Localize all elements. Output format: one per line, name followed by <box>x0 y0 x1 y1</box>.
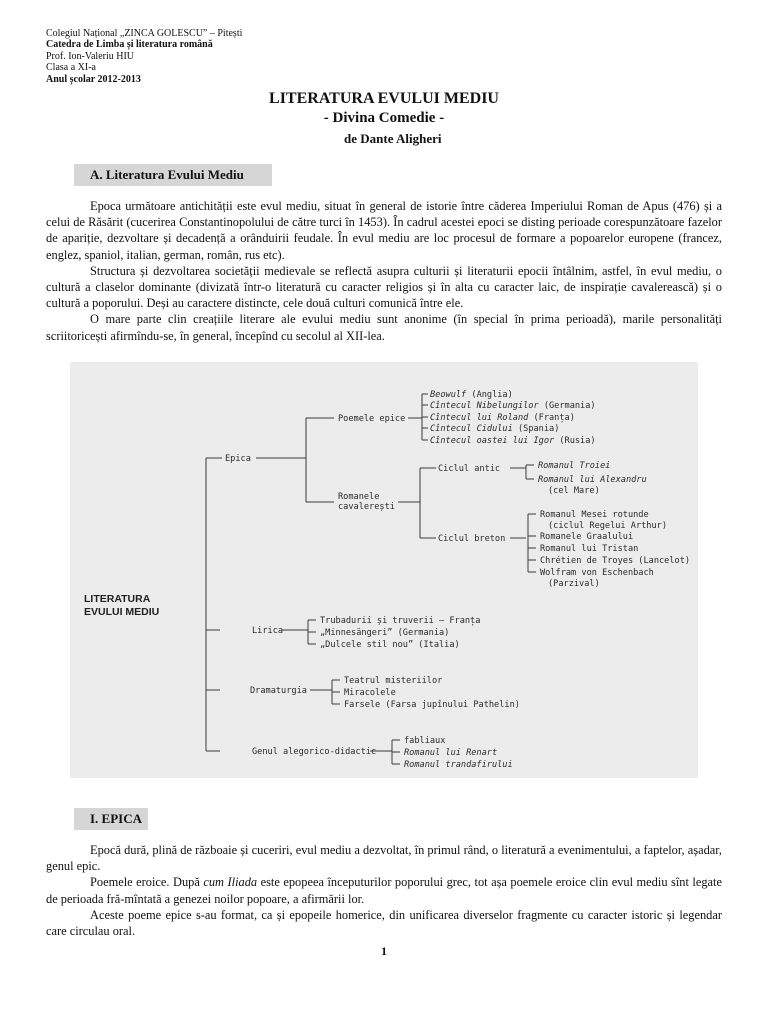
svg-text:Beowulf (Anglia) <box>430 390 513 400</box>
diagram-root-line2: EVULUI MEDIU <box>84 606 160 618</box>
drama-item: Farsele (Farsa jupînului Pathelin) <box>344 700 520 710</box>
paragraph: O mare parte clin creațiile literare ale evului mediu sunt anonime (în special în prima perioadă), marile personalități scriitoricești afirmîndu-se, în general, începînd cu secolul al XII-lea. <box>46 312 722 343</box>
lirica-item: „Minnesängeri” (Germania) <box>320 628 450 638</box>
poem-title: Cîntecul lui Roland <box>430 413 529 423</box>
diagram-epica: Epica <box>225 454 251 464</box>
class-level: Clasa a XI-a <box>46 62 96 74</box>
diagram-lirica: Lirica <box>252 626 284 636</box>
page-title: LITERATURA EVULUI MEDIU <box>269 90 499 107</box>
svg-text:Cîntecul oastei lui Igor (Rusi <box>430 436 596 446</box>
section-epica-body <box>46 842 722 939</box>
genul-item: Romanul trandafirului <box>404 760 513 770</box>
diagram-ciclul-antic: Ciclul antic <box>438 464 501 474</box>
breton-item: Romanul Mesei rotunde <box>540 510 649 520</box>
svg-text:Cîntecul Nibelungilor (Germani <box>430 401 596 411</box>
department: Catedra de Limba și literatura română <box>46 39 213 51</box>
diagram-romanele-line2: cavalerești <box>338 502 395 512</box>
breton-item: Wolfram von Eschenbach <box>540 568 654 578</box>
poem-title: Cîntecul Cidului <box>430 424 513 434</box>
breton-item: (Parzival) <box>548 579 600 589</box>
paragraph: Poemele eroice. După cum Iliada este epopeea începuturilor poporului grec, tot așa poemele eroice clin evul mediu sînt legate de perioada fră-mîntată a genezei noilor popoare, a afirmării lor. <box>46 875 722 906</box>
genul-item: fabliaux <box>404 736 446 746</box>
diagram-poeme-list <box>430 390 596 446</box>
poem-title: Beowulf <box>430 390 467 400</box>
antic-item: Romanul Troiei <box>538 461 611 471</box>
diagram-romanele-line1: Romanele <box>338 492 380 502</box>
lirica-item: Trubadurii și truverii — Franța <box>320 616 481 626</box>
literature-tree-diagram <box>70 362 698 778</box>
drama-item: Teatrul misteriilor <box>344 676 443 686</box>
poem-country: (Franța) <box>528 413 575 423</box>
poem-country: (Anglia) <box>466 390 513 400</box>
diagram-poeme-epice: Poemele epice <box>338 414 406 424</box>
svg-text:Cîntecul lui Roland (Franța) <box>430 413 575 423</box>
breton-item: Chrétien de Troyes (Lancelot) <box>540 556 691 566</box>
diagram-genul: Genul alegorico-didactic <box>252 747 377 757</box>
diagram-root-line1: LITERATURA <box>84 593 151 605</box>
poem-title: Cîntecul Nibelungilor <box>430 401 539 411</box>
paragraph: Epoca următoare antichității este evul mediu, situat în general de istorie între căderea Imperiului Roman de Apus (476) și a celui de Răsărit (cucerirea Constantinopolului de către turci în 1453). În cadrul acestei epoci se disting perioade corespunzătoare fazelor de apariție, dezvoltare și decadență a orânduirii feudale. În evul mediu are loc procesul de formare a popoarelor europene (francez, englez, spaniol, italian, german, român, rus etc). <box>46 199 722 262</box>
section-epica-heading: I. EPICA <box>74 808 148 830</box>
drama-item: Miracolele <box>344 688 396 698</box>
paragraph: Epocă dură, plină de războaie și cuceriri, evul mediu a dezvoltat, în primul rând, o literatură a evenimentului, a faptelor, așadar, genul epic. <box>46 843 722 874</box>
poem-country: (Rusia) <box>554 436 596 446</box>
poem-title: Cîntecul oastei lui Igor <box>430 436 555 446</box>
poem-country: (Germania) <box>538 401 596 411</box>
svg-text:Cîntecul Cidului (Spania) <box>430 424 559 434</box>
genul-item: Romanul lui Renart <box>404 748 498 758</box>
paragraph: Aceste poeme epice s-au format, ca și epopeile homerice, din unificarea diverselor fragmente cu caracter istoric și legendar care circulau oral. <box>46 907 722 939</box>
lirica-item: „Dulcele stil nou” (Italia) <box>320 640 460 650</box>
page-subtitle: - Divina Comedie - <box>323 110 445 126</box>
section-a-heading: A. Literatura Evului Mediu <box>74 164 272 186</box>
school-year: Anul școlar 2012-2013 <box>46 73 141 85</box>
diagram-dramaturgia: Dramaturgia <box>250 686 307 696</box>
poem-country: (Spania) <box>512 424 560 434</box>
section-a-body <box>46 198 722 344</box>
paragraph: Structura și dezvoltarea societății medievale se reflectă asupra culturii și literaturii epocii întâlnim, astfel, în evul mediu, o cultură a claselor dominante (divizată într-o literatură cu caracter religios și în alta cu caracter laic, de inspirație cavalerească) și o cultură a poporului. Deși au caractere distincte, cele două culturi comunică între ele. <box>46 263 722 311</box>
antic-item-note: (cel Mare) <box>548 486 600 496</box>
school-name: Colegiul Național „ZINCA GOLESCU” – Pitești <box>46 28 243 39</box>
breton-item: Romanele Graalului <box>540 532 634 542</box>
breton-item: Romanul lui Tristan <box>540 544 639 554</box>
diagram-ciclul-breton: Ciclul breton <box>438 534 506 544</box>
antic-item: Romanul lui Alexandru <box>538 475 647 485</box>
teacher: Prof. Ion-Valeriu HIU <box>46 50 135 62</box>
school-header <box>46 28 242 85</box>
author-line: de Dante Aligheri <box>344 131 442 146</box>
breton-item: (ciclul Regelui Arthur) <box>548 521 667 531</box>
page-number: 1 <box>381 944 387 958</box>
